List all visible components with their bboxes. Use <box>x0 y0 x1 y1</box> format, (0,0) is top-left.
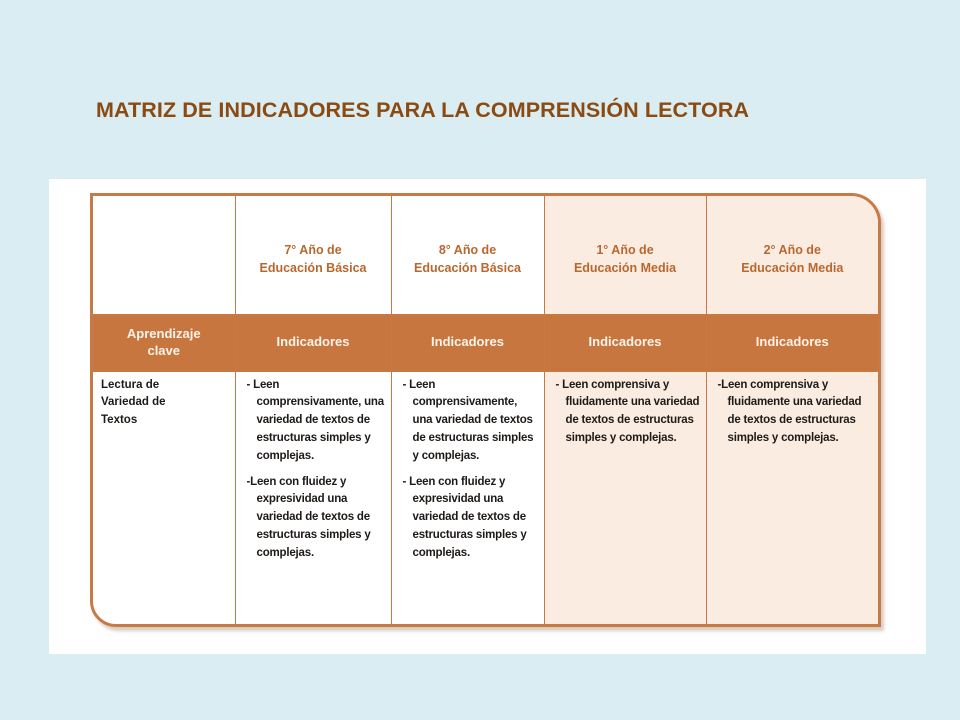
indicator-matrix <box>90 193 881 627</box>
indicator-row <box>93 371 878 624</box>
grade-header-8-basica: 8° Año de Educación Básica <box>391 196 544 314</box>
indicadores-header: Indicadores <box>544 314 706 371</box>
indicator-text: -Leen con fluidez y expresividad una variedad de textos de estructuras simples y complejas. <box>246 475 371 559</box>
indicator-text: - Leen comprensivamente, una variedad de textos de estructuras simples y complejas. <box>246 378 384 462</box>
grade-header-1-media: 1° Año de Educación Media <box>544 196 706 314</box>
grade-header-7-basica: 7° Año de Educación Básica <box>235 196 391 314</box>
indicadores-header: Indicadores <box>391 314 544 371</box>
indicadores-header: Indicadores <box>235 314 391 371</box>
matrix-figure <box>49 179 926 654</box>
corner-cell <box>93 196 235 314</box>
indicator-text: - Leen comprensivamente, una variedad de textos de estructuras simples y complejas. <box>402 378 534 462</box>
row-label-lectura: Lectura de Variedad de Textos <box>93 371 235 624</box>
slide-title: MATRIZ DE INDICADORES PARA LA COMPRENSIÓN LECTORA <box>96 98 750 122</box>
indicator-text: -Leen comprensiva y fluidamente una variedad de textos de estructuras simples y complejas. <box>717 378 862 444</box>
grade-row <box>93 196 878 314</box>
indicadores-header: Indicadores <box>706 314 878 371</box>
indicator-cell-1-media <box>544 371 706 624</box>
indicator-text: - Leen comprensiva y fluidamente una variedad de textos de estructuras simples y complejas. <box>555 378 700 444</box>
header-row <box>93 314 878 371</box>
matrix-table <box>93 196 878 624</box>
indicator-cell-7-basica <box>235 371 391 624</box>
indicator-cell-2-media <box>706 371 878 624</box>
aprendizaje-clave-header: Aprendizaje clave <box>93 314 235 371</box>
grade-header-2-media: 2° Año de Educación Media <box>706 196 878 314</box>
indicator-cell-8-basica <box>391 371 544 624</box>
indicator-text: - Leen con fluidez y expresividad una variedad de textos de estructuras simples y complejas. <box>402 475 527 559</box>
